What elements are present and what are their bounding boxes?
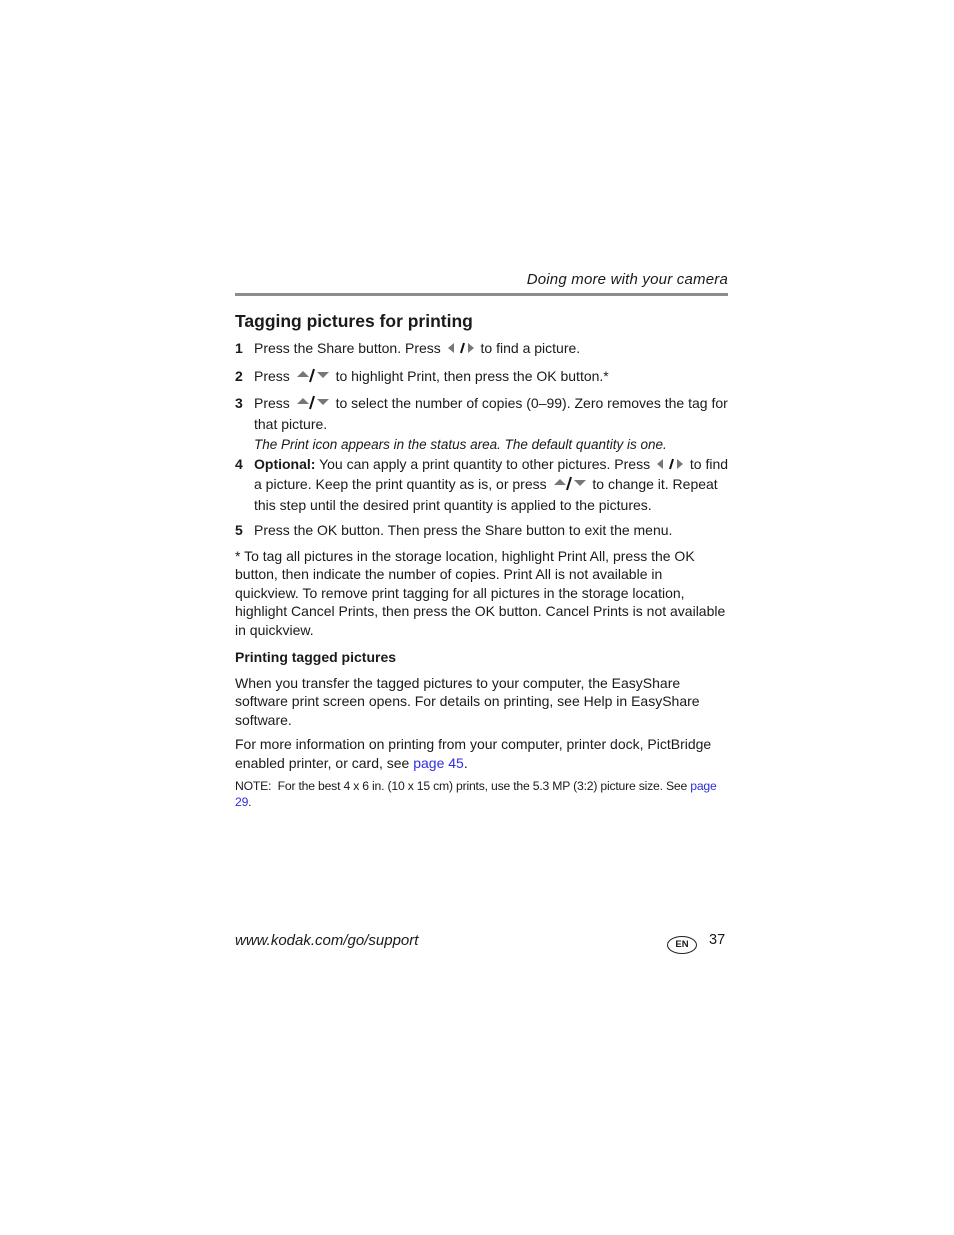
step-text: Press	[254, 367, 290, 384]
step-5	[235, 521, 728, 540]
step-number: 5	[235, 522, 243, 538]
header-rule	[235, 293, 728, 296]
paragraph: When you transfer the tagged pictures to your computer, the EasyShare software print screen opens. For details on printing, see Help in EasyShare software.	[235, 674, 700, 728]
up-down-arrows-icon	[296, 367, 330, 388]
note-text: For the best 4 x 6 in. (10 x 15 cm) prints, use the 5.3 MP (3:2) picture size. See	[277, 779, 688, 793]
step-text: to select the number of copies (0–99). Zero removes the tag for that picture.	[254, 395, 728, 432]
section-title: Tagging pictures for printing	[235, 311, 473, 331]
up-down-arrows-icon	[553, 475, 587, 496]
step-text: Press the OK button. Then press the Share button to exit the menu.	[254, 522, 673, 538]
step-number: 2	[235, 367, 243, 384]
page-link[interactable]: page 29	[235, 779, 717, 809]
punctuation: .	[463, 754, 468, 771]
step-3	[235, 394, 728, 433]
punctuation: .	[248, 795, 252, 809]
step-number: 1	[235, 340, 243, 356]
left-right-arrows-icon	[447, 341, 475, 360]
step-4	[235, 455, 728, 515]
left-right-arrows-icon	[656, 457, 684, 476]
page-link[interactable]: page 45	[413, 754, 464, 771]
footer-url[interactable]: www.kodak.com/go/support	[235, 932, 419, 949]
step-text: to find a picture.	[480, 340, 581, 356]
note	[235, 778, 728, 810]
running-head: Doing more with your camera	[526, 271, 728, 288]
step-text: to highlight Print, then press the OK button.*	[335, 367, 609, 384]
language-badge: EN	[667, 936, 697, 954]
step-text: Press the Share button. Press	[254, 340, 441, 356]
step-text: You can apply a print quantity to other pictures. Press	[319, 455, 651, 472]
step-text: to change it. Repeat this step until the desired print quantity is applied to the pictures.	[254, 476, 718, 513]
step-note: The Print icon appears in the status area. The default quantity is one.	[254, 437, 667, 452]
paragraph-text: For more information on printing from your computer, printer dock, PictBridge enabled printer, or card, see	[235, 736, 712, 771]
step-number: 4	[235, 455, 243, 472]
step-number: 3	[235, 395, 243, 411]
step-2	[235, 367, 728, 388]
note-label: NOTE:	[235, 779, 272, 793]
subsection-title: Printing tagged pictures	[235, 649, 397, 665]
step-1	[235, 339, 728, 360]
step-text: to find a picture. Keep the print quantity as is, or press	[254, 455, 729, 492]
optional-label: Optional:	[254, 455, 316, 472]
footnote: * To tag all pictures in the storage location, highlight Print All, press the OK button, then indicate the number of copies. Print All is not available in quickview. To remove print tagging for all pictures in the storage location, highlight Cancel Prints, then press the OK button. Cancel Prints is not available in quickview.	[235, 547, 726, 638]
paragraph	[235, 735, 728, 772]
up-down-arrows-icon	[296, 394, 330, 415]
page-number: 37	[709, 932, 726, 948]
body-content	[235, 339, 728, 810]
step-text: Press	[254, 395, 290, 411]
